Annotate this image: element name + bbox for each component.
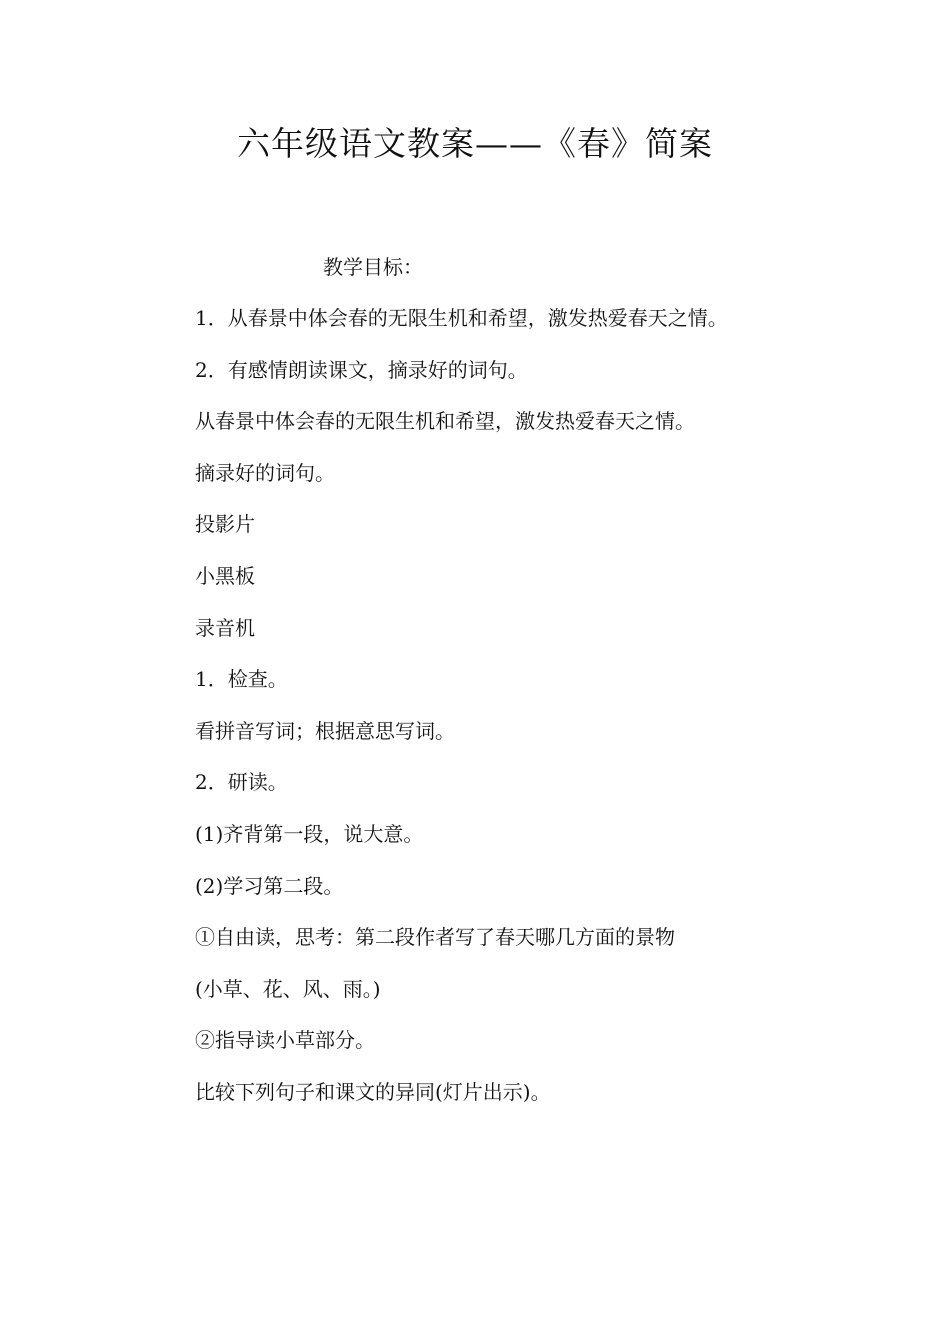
body-line: 1．从春景中体会春的无限生机和希望，激发热爱春天之情。 <box>195 306 728 330</box>
body-line: (2)学习第二段。 <box>195 873 344 898</box>
body-line: 投影片 <box>195 512 255 537</box>
section-heading-teaching-goals: 教学目标： <box>323 255 423 279</box>
body-line: 比较下列句子和课文的异同(灯片出示)。 <box>195 1079 551 1104</box>
body-line: 2．有感情朗读课文，摘录好的词句。 <box>195 357 528 382</box>
body-line: 看拼音写词；根据意思写词。 <box>195 718 455 743</box>
document-title: 六年级语文教案——《春》简案 <box>237 124 713 163</box>
document-body <box>195 304 875 1130</box>
body-line: (小草、花、风、雨。) <box>195 976 381 1001</box>
body-line: ①自由读，思考：第二段作者写了春天哪几方面的景物 <box>195 925 675 950</box>
body-line: 1．检查。 <box>195 667 288 692</box>
body-line: 2．研读。 <box>195 770 288 795</box>
body-line: 摘录好的词句。 <box>195 460 335 485</box>
body-line: 小黑板 <box>195 563 255 588</box>
body-line: 录音机 <box>195 615 255 640</box>
body-line: (1)齐背第一段，说大意。 <box>195 821 424 846</box>
body-line: 从春景中体会春的无限生机和希望，激发热爱春天之情。 <box>195 409 695 434</box>
body-line: ②指导读小草部分。 <box>195 1028 375 1053</box>
